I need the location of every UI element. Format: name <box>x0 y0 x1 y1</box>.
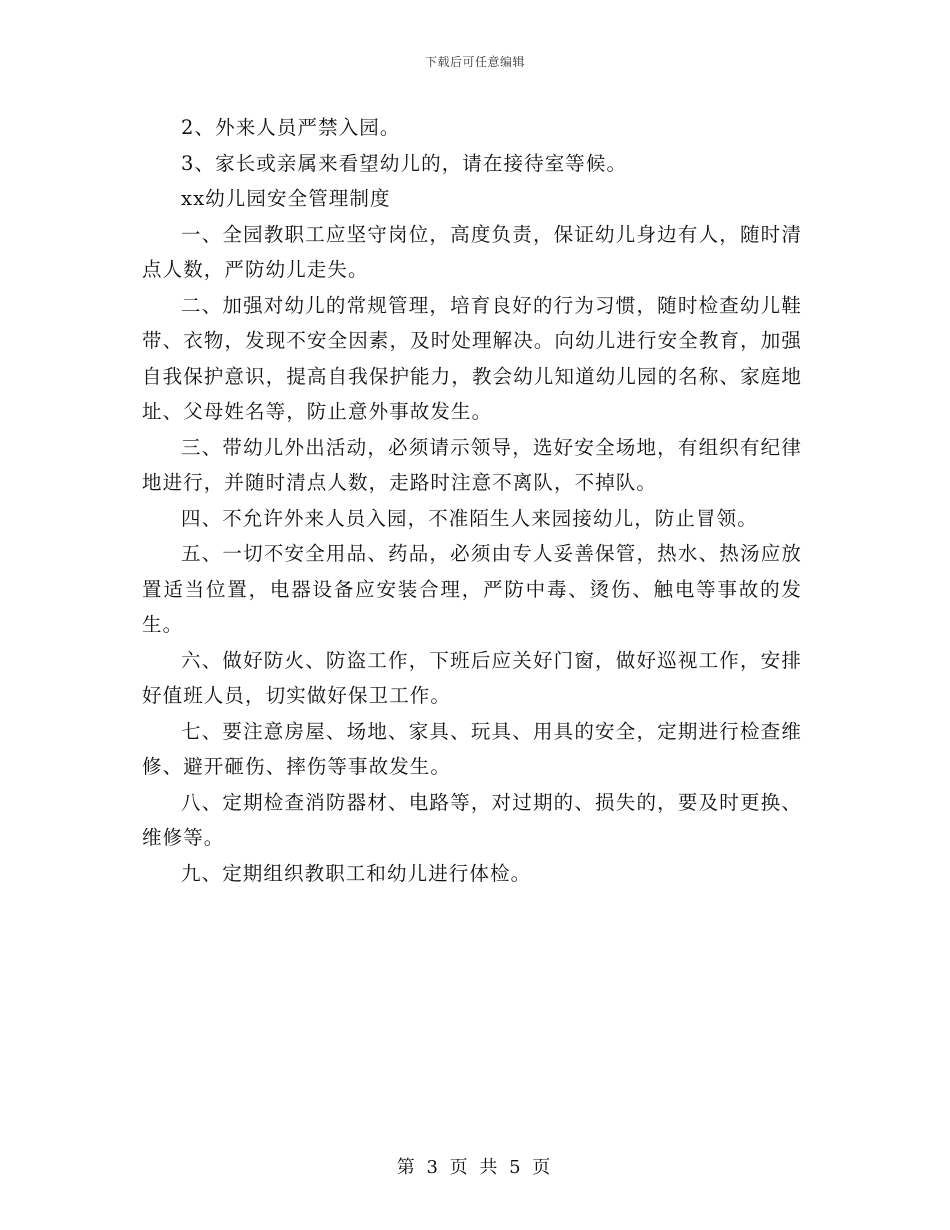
paragraph: 五、一切不安全用品、药品，必须由专人妥善保管，热水、热汤应放置适当位置，电器设备应安装合理，严防中毒、烫伤、触电等事故的发生。 <box>142 542 802 636</box>
paragraph: 九、定期组织教职工和幼儿进行体检。 <box>181 861 532 885</box>
paragraph: 七、要注意房屋、场地、家具、玩具、用具的安全，定期进行检查维修、避开砸伤、摔伤等事故发生。 <box>142 719 802 778</box>
paragraph: 四、不允许外来人员入园，不准陌生人来园接幼儿，防止冒领。 <box>181 506 758 530</box>
section-title: xx幼儿园安全管理制度 <box>181 187 391 210</box>
document-body <box>142 110 802 891</box>
paragraph: 2、外来人员严禁入园。 <box>181 116 401 139</box>
paragraph: 一、全园教职工应坚守岗位，高度负责，保证幼儿身边有人，随时清点人数，严防幼儿走失。 <box>142 222 802 281</box>
paragraph: 二、加强对幼儿的常规管理，培育良好的行为习惯，随时检查幼儿鞋带、衣物，发现不安全因素，及时处理解决。向幼儿进行安全教育，加强自我保护意识，提高自我保护能力，教会幼儿知道幼儿园的名称、家庭地址、父母姓名等，防止意外事故发生。 <box>142 293 802 423</box>
page-header: 下载后可任意编辑 <box>424 55 525 69</box>
page-number: 第 3 页 共 5 页 <box>396 1157 554 1178</box>
paragraph: 三、带幼儿外出活动，必须请示领导，选好安全场地，有组织有纪律地进行，并随时清点人数，走路时注意不离队，不掉队。 <box>142 435 802 494</box>
paragraph: 3、家长或亲属来看望幼儿的，请在接待室等候。 <box>181 151 628 175</box>
paragraph: 八、定期检查消防器材、电路等，对过期的、损失的，要及时更换、维修等。 <box>142 790 802 849</box>
paragraph: 六、做好防火、防盗工作，下班后应关好门窗，做好巡视工作，安排好值班人员，切实做好保卫工作。 <box>142 648 802 707</box>
